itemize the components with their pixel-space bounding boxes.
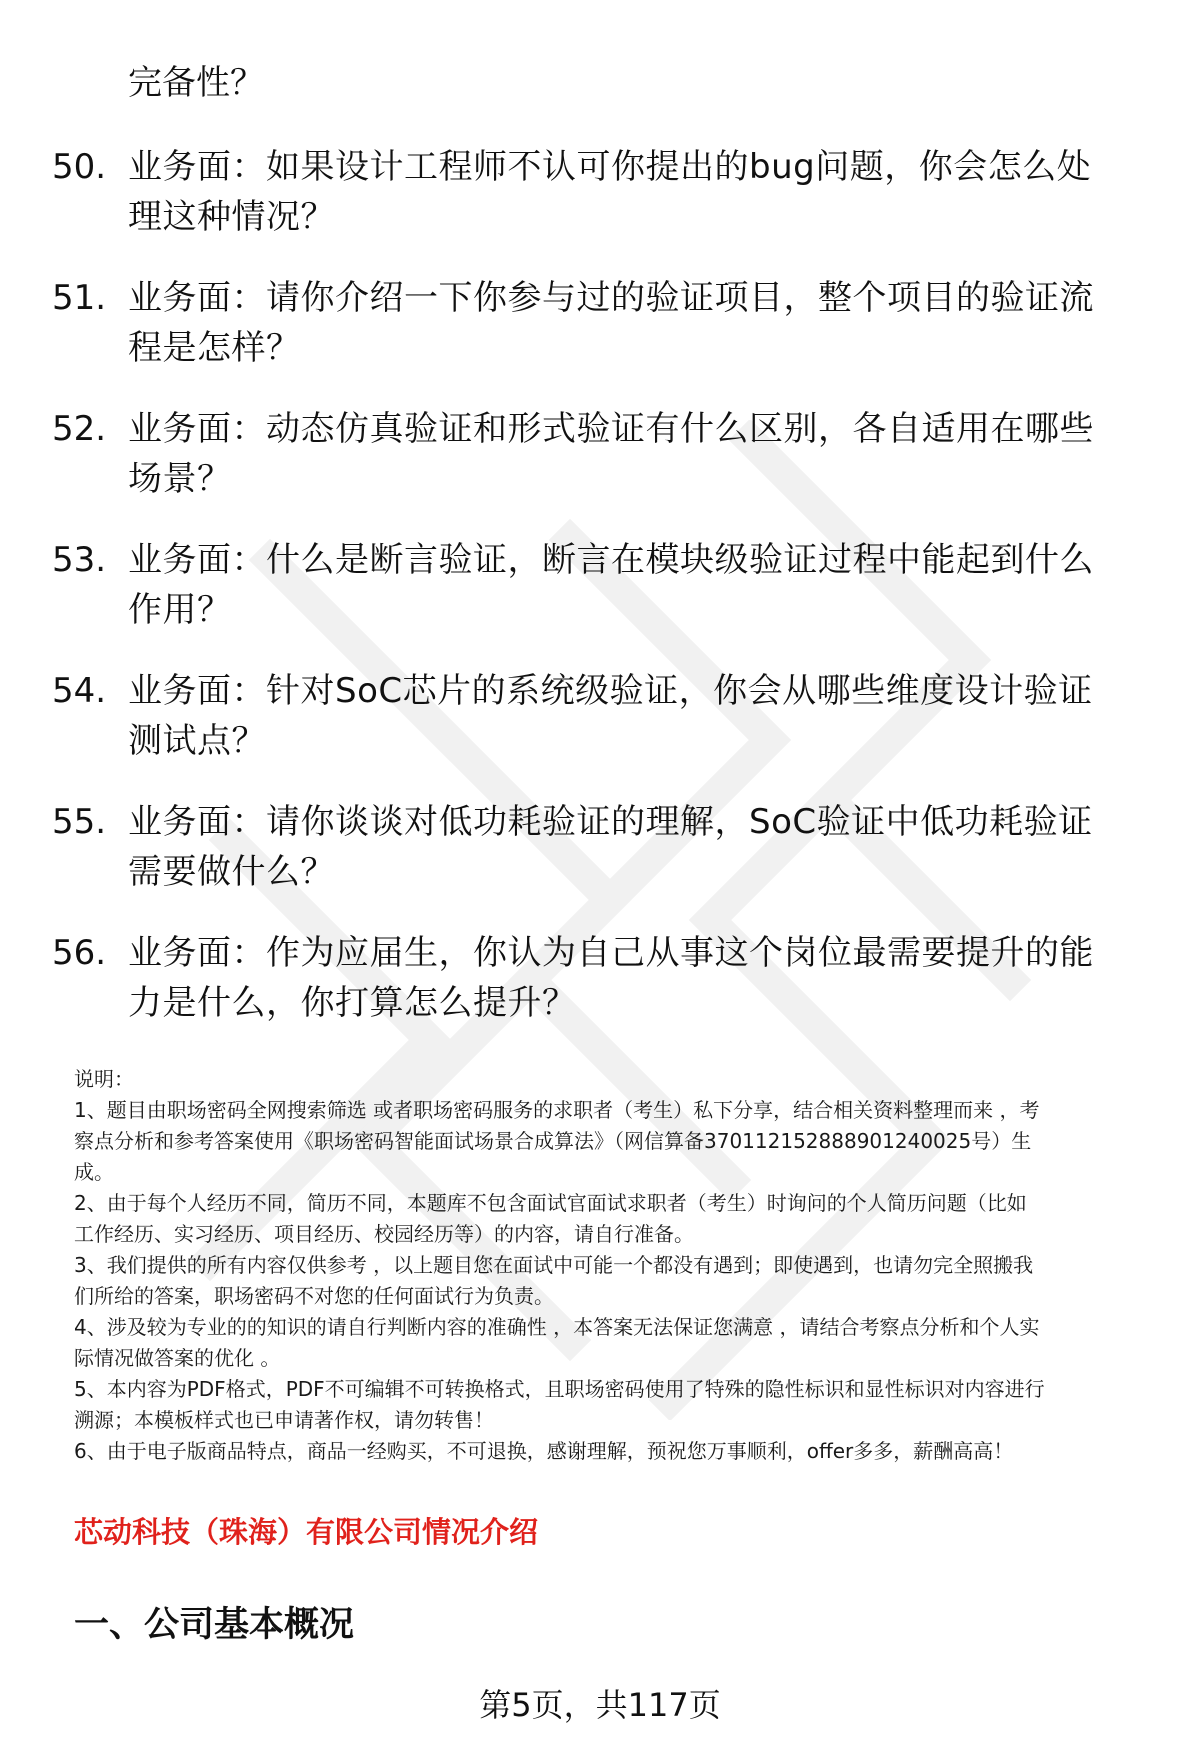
question-line: 理这种情况？ [128, 197, 335, 237]
question-item [52, 142, 1152, 273]
question-line: 业务面：请你介绍一下你参与过的验证项目，整个项目的验证流 [128, 278, 1094, 318]
page-number: 第5页，共117页 [479, 1686, 721, 1724]
question-list [52, 142, 1152, 1059]
question-line: 测试点？ [128, 721, 266, 761]
notes-line: 3、我们提供的所有内容仅供参考 ，以上题目您在面试中可能一个都没有遇到；即使遇到，也请勿完全照搬我 [74, 1253, 1034, 1277]
question-line: 业务面：什么是断言验证，断言在模块级验证过程中能起到什么 [128, 540, 1094, 580]
question-number: 51. [52, 278, 107, 318]
notes-line: 2、由于每个人经历不同，简历不同，本题库不包含面试官面试求职者（考生）时询问的个人简历问题（比如 [74, 1191, 1027, 1215]
question-text [128, 928, 1198, 1028]
question-line: 业务面：作为应届生，你认为自己从事这个岗位最需要提升的能 [128, 933, 1094, 973]
question-item [52, 404, 1152, 535]
question-item [52, 666, 1152, 797]
question-number: 55. [52, 802, 107, 842]
notes-line: 5、本内容为PDF格式，PDF不可编辑不可转换格式，且职场密码使用了特殊的隐性标识和显性标识对内容进行 [74, 1377, 1045, 1401]
section-heading: 一、公司基本概况 [74, 1605, 355, 1645]
question-item [52, 273, 1152, 404]
notes-line: 1、题目由职场密码全网搜索筛选 或者职场密码服务的求职者（考生）私下分享，结合相关资料整理而来 ，考 [74, 1098, 1040, 1122]
question-item [52, 797, 1152, 928]
question-item [52, 535, 1152, 666]
notes-section [74, 1064, 1164, 1467]
question-line: 业务面：针对SoC芯片的系统级验证，你会从哪些维度设计验证 [128, 671, 1093, 711]
notes-line: 6、由于电子版商品特点，商品一经购买，不可退换，感谢理解，预祝您万事顺利，offer多多，薪酬高高！ [74, 1439, 1014, 1463]
notes-line: 工作经历、实习经历、项目经历、校园经历等）的内容，请自行准备。 [74, 1222, 694, 1246]
continued-question-text: 完备性？ [128, 63, 264, 103]
question-number: 50. [52, 147, 107, 187]
company-heading: 芯动科技（珠海）有限公司情况介绍 [74, 1515, 539, 1549]
question-number: 54. [52, 671, 107, 711]
question-line: 作用？ [128, 590, 232, 630]
question-line: 力是什么，你打算怎么提升？ [128, 983, 577, 1023]
question-text [128, 404, 1198, 504]
question-line: 场景？ [128, 459, 232, 499]
question-number: 52. [52, 409, 107, 449]
question-line: 业务面：动态仿真验证和形式验证有什么区别，各自适用在哪些 [128, 409, 1094, 449]
notes-title: 说明： [74, 1067, 134, 1091]
question-text [128, 273, 1198, 373]
notes-line: 们所给的答案，职场密码不对您的任何面试行为负责。 [74, 1284, 554, 1308]
notes-line: 4、涉及较为专业的的知识的请自行判断内容的准确性 ，本答案无法保证您满意 ，请结合考察点分析和个人实 [74, 1315, 1040, 1339]
notes-line: 际情况做答案的优化 。 [74, 1346, 281, 1370]
question-number: 53. [52, 540, 107, 580]
notes-line: 成。 [74, 1160, 114, 1184]
question-text [128, 797, 1198, 897]
question-text [128, 142, 1198, 242]
question-item [52, 928, 1152, 1059]
question-text [128, 535, 1198, 635]
question-line: 程是怎样？ [128, 328, 301, 368]
question-number: 56. [52, 933, 107, 973]
notes-line: 察点分析和参考答案使用《职场密码智能面试场景合成算法》（网信算备370112152888901240025号）生 [74, 1129, 1032, 1153]
question-line: 业务面：请你谈谈对低功耗验证的理解，SoC验证中低功耗验证 [128, 802, 1093, 842]
question-line: 需要做什么？ [128, 852, 335, 892]
question-line: 业务面：如果设计工程师不认可你提出的bug问题，你会怎么处 [128, 147, 1092, 187]
notes-line: 溯源；本模板样式也已申请著作权，请勿转售！ [74, 1408, 494, 1432]
question-text [128, 666, 1198, 766]
